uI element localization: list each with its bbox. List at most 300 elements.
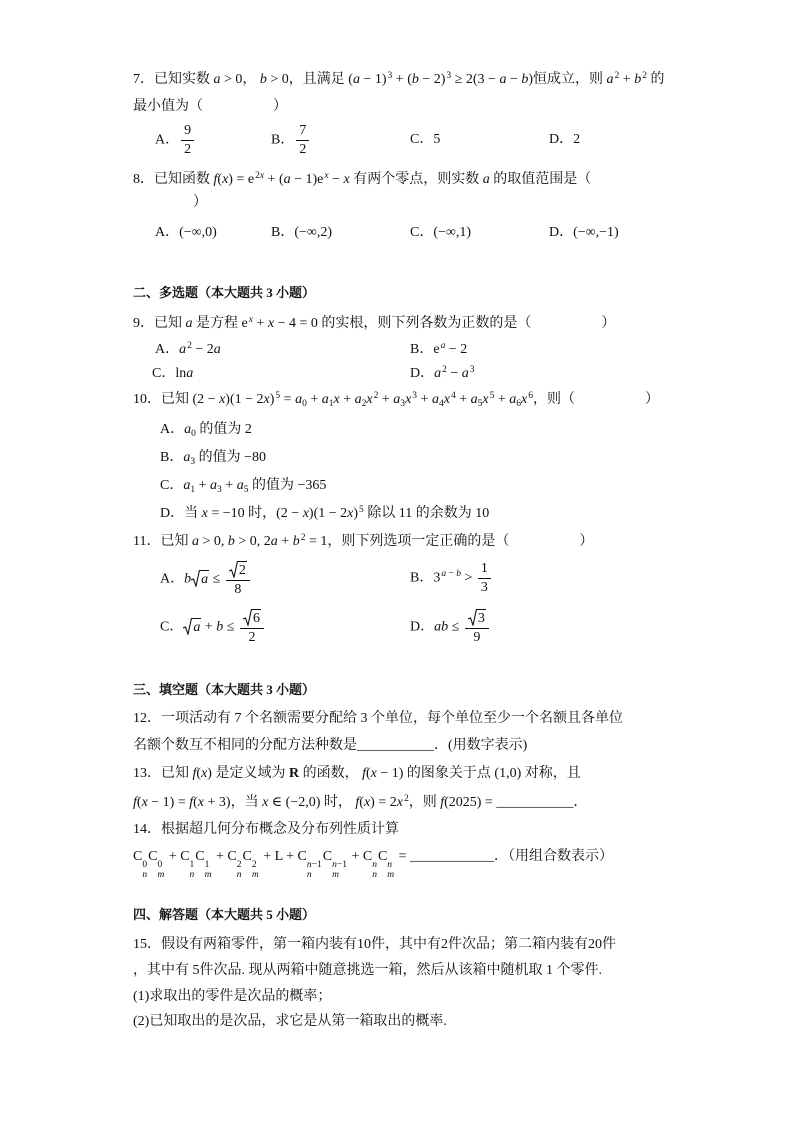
superscript: 2 (403, 793, 409, 804)
subscript: 1 (328, 399, 334, 410)
text-run: ( (196, 766, 202, 781)
text-run: 7 (299, 123, 307, 138)
math-variable: x (267, 316, 275, 331)
text-run: − 4 = 0 的实根，则下列各数为正数的是（ ） (274, 316, 616, 331)
math-variable: a (440, 340, 446, 351)
radicand (477, 609, 486, 626)
math-variable: a (295, 392, 303, 407)
text-run: C (133, 849, 143, 864)
math-variable: a (179, 342, 187, 357)
text-run: 11．已知 (133, 534, 192, 549)
math-variable: a (470, 392, 478, 407)
text-run: + (195, 478, 211, 493)
text-run: D．当 (160, 506, 202, 521)
text-run: 2 (299, 142, 307, 157)
question-7-option-d (549, 123, 580, 157)
text-run: − (446, 569, 457, 580)
text-run: − 2 (445, 342, 468, 357)
math-variable: a (191, 534, 199, 549)
math-variable: x (396, 795, 403, 810)
text-run: C．(−∞,1) (410, 225, 472, 240)
text-run: − (328, 172, 344, 187)
text-run: + L + C (259, 849, 307, 864)
section-heading-free-response: 四、解答题（本大题共 5 小题） (133, 907, 316, 922)
text-run: − (506, 72, 522, 87)
math-variable: b (184, 571, 192, 587)
radicand (200, 570, 209, 587)
text-run: > (461, 570, 476, 586)
math-variable: x (324, 170, 329, 181)
text-run: = (280, 392, 296, 407)
math-variable: b (441, 619, 449, 635)
combination-superscript (372, 860, 377, 870)
fraction (226, 561, 250, 598)
text-run: 14．根据超几何分布概念及分布列性质计算 (133, 822, 399, 837)
question-8-option-d (549, 223, 619, 243)
text-run: D． (410, 619, 435, 635)
text-run: 15．假设有两箱零件，第一箱内装有10件，其中有2件次品；第二箱内装有20件 (133, 937, 616, 952)
text-run: A．(−∞,0) (155, 225, 217, 240)
text-run: = −10 时，(2 − (207, 506, 303, 521)
math-variable: x (262, 795, 269, 810)
math-variable: a (354, 392, 362, 407)
math-variable: n (332, 860, 337, 870)
bold-symbol: R (288, 766, 300, 781)
fraction-denominator (181, 141, 194, 158)
math-variable: f (362, 766, 366, 781)
math-variable: n (372, 870, 377, 880)
math-variable: a (441, 569, 447, 580)
fraction (296, 123, 309, 158)
subscript: 1 (190, 485, 196, 496)
question-10-option-d (160, 504, 489, 525)
math-variable: x (222, 172, 229, 187)
text-run: 有两个零点，则实数 (349, 172, 483, 187)
text-run: 2 (251, 860, 257, 870)
question-10-stem-line-1 (133, 390, 659, 411)
combination-indices (332, 860, 347, 880)
text-run: + (417, 392, 432, 407)
text-run: ≤ (209, 571, 224, 587)
math-variable: b (634, 72, 642, 87)
radical-stroke (468, 610, 477, 626)
math-variable: b (292, 534, 300, 549)
square-root (191, 572, 209, 587)
text-run: = ____________．（用组合数表示） (395, 849, 614, 864)
question-8-stem-line-1 (133, 170, 591, 191)
text-run: 2 (248, 630, 256, 645)
math-variable: a (461, 366, 469, 381)
text-run: −1 (311, 860, 322, 870)
text-run: − 1) (359, 72, 387, 87)
math-variable: a (201, 571, 209, 587)
combination-indices (372, 860, 377, 880)
text-run: (2)已知取出的是次品，求它是从第一箱取出的概率. (133, 1014, 447, 1029)
math-variable: x (363, 795, 371, 810)
combination-subscript (307, 870, 322, 880)
question-8-option-c (410, 223, 471, 243)
text-run: C (377, 849, 388, 864)
square-root (243, 611, 261, 626)
math-variable: x (405, 392, 412, 407)
text-run: 2 (255, 170, 260, 181)
question-10-option-c (160, 476, 326, 497)
math-variable: n (306, 870, 312, 880)
combination-indices (237, 860, 242, 880)
question-9-option-a (155, 340, 221, 361)
subscript: 3 (400, 399, 406, 410)
combination-subscript (387, 870, 394, 880)
text-run: C． (160, 619, 184, 635)
question-13-stem-line-2 (133, 793, 587, 814)
question-9-option-d (410, 364, 475, 385)
combination-superscript (157, 860, 164, 870)
question-10-option-a (160, 420, 252, 441)
subscript: 3 (190, 457, 196, 468)
combination-indices (142, 860, 147, 880)
math-variable: b (456, 569, 461, 580)
text-run: 12．一项活动有 7 个名额需要分配给 3 个单位，每个单位至少一个名额且各单位 (133, 711, 623, 726)
text-run: ) (353, 506, 359, 521)
combination-indices (387, 860, 394, 880)
combination-superscript (252, 860, 259, 870)
math-variable: n (387, 860, 393, 870)
superscript: 4 (450, 390, 456, 401)
math-variable: m (332, 870, 339, 880)
fraction-numerator (478, 561, 491, 579)
text-run: 2 (184, 142, 192, 157)
radical-stroke (229, 562, 238, 578)
text-run: ( (359, 795, 364, 810)
math-variable: f (213, 172, 218, 187)
text-run: (1)求取出的零件是次品的概率； (133, 989, 332, 1004)
superscript (441, 569, 461, 579)
math-variable: a (482, 172, 490, 187)
combination-subscript (157, 870, 164, 880)
text-run: + (201, 619, 217, 635)
text-run: 除以 11 的余数为 10 (363, 506, 490, 521)
text-run: B．(−∞,2) (271, 225, 333, 240)
combination-indices (252, 860, 259, 880)
text-run: + (252, 316, 268, 331)
fraction-denominator (470, 629, 483, 646)
question-11-option-a (160, 561, 252, 598)
combination-subscript (190, 870, 195, 880)
math-variable: a (509, 392, 517, 407)
text-run: 是方程 e (192, 316, 248, 331)
text-run: + (277, 534, 293, 549)
fraction-denominator (231, 581, 244, 598)
text-run: 最小值为（ ） (133, 99, 287, 114)
text-run: 10．已知 (2 − (133, 392, 220, 407)
math-variable: x (521, 392, 528, 407)
superscript: 2 (442, 364, 447, 375)
math-variable: n (142, 870, 148, 880)
question-10-option-b (160, 448, 266, 469)
math-variable: n (189, 870, 195, 880)
math-variable: m (387, 870, 395, 880)
text-run: 9 (473, 630, 481, 645)
question-7-stem-line-1 (133, 70, 664, 91)
question-15-stem-line-1 (133, 935, 616, 955)
text-run: ，则（ ） (533, 392, 660, 407)
math-variable: b (411, 72, 419, 87)
text-run: 名额个数互不相同的分配方法种数是___________．(用数字表示) (133, 738, 528, 753)
fraction-numerator (465, 609, 489, 629)
text-run: ≤ (223, 619, 238, 635)
fraction-numerator (240, 609, 264, 629)
math-variable: a (184, 422, 192, 437)
question-8-option-a (155, 223, 217, 243)
superscript (324, 171, 328, 181)
text-run: )恒成立，则 (528, 72, 607, 87)
subscript: 0 (302, 399, 307, 410)
text-run: C． (160, 478, 184, 493)
subscript: 3 (217, 485, 222, 496)
question-7-stem-line-2 (133, 97, 287, 117)
combination-subscript (205, 870, 212, 880)
text-run: 1 (480, 561, 488, 576)
section-heading-multiple-choice: 二、多选题（本大题共 3 小题） (133, 285, 316, 300)
text-run: + (619, 72, 635, 87)
math-variable: a (270, 534, 278, 549)
text-run: A． (155, 132, 180, 148)
text-run: > 0，且满足 ( (266, 72, 353, 87)
math-variable: a (213, 72, 221, 87)
text-run: + (306, 392, 322, 407)
superscript: 3 (412, 390, 418, 401)
superscript: 2 (187, 340, 192, 351)
superscript: 3 (446, 70, 452, 81)
math-variable: n (306, 860, 312, 870)
question-9-option-c (152, 364, 193, 384)
text-run: ) = e (228, 172, 255, 187)
math-variable: x (443, 392, 450, 407)
text-run: − 2) (418, 72, 446, 87)
math-variable: x (201, 506, 208, 521)
text-run: (2025) = ___________． (444, 795, 588, 810)
text-run: 7．已知实数 (133, 72, 214, 87)
text-run: 2 (238, 563, 246, 578)
radicand (238, 561, 247, 578)
math-variable: a (321, 392, 329, 407)
superscript: 5 (275, 390, 281, 401)
text-run: + C (212, 849, 237, 864)
text-run: − 2 (191, 342, 214, 357)
math-variable: a (186, 366, 194, 381)
question-13-stem-line-1 (133, 764, 581, 784)
combination-subscript (372, 870, 377, 880)
math-variable: a (606, 72, 614, 87)
text-run: 9 (184, 123, 192, 138)
text-run: C (195, 849, 205, 864)
math-variable: x (141, 795, 148, 810)
math-variable: a (183, 478, 191, 493)
combination-subscript (237, 870, 242, 880)
square-root (229, 563, 247, 578)
text-run: + 3)，当 (204, 795, 263, 810)
section-heading-fill-in-blank: 三、填空题（本大题共 3 小题） (133, 682, 316, 697)
text-run: 3 (477, 611, 485, 626)
text-run: B．e (410, 342, 440, 357)
radical-sign (183, 618, 192, 635)
math-variable: x (347, 506, 354, 521)
math-variable: n (372, 860, 377, 870)
superscript: 5 (359, 504, 364, 515)
text-run: 9．已知 (133, 316, 186, 331)
question-9-option-b (410, 340, 467, 361)
combination-superscript (142, 860, 147, 870)
math-variable: b (216, 619, 224, 635)
radical-sign (229, 561, 238, 578)
text-run: + (455, 392, 471, 407)
math-variable: b (227, 534, 235, 549)
math-variable: f (189, 795, 194, 810)
radical-sign (243, 609, 252, 626)
text-run: 的值为 −365 (248, 478, 327, 493)
text-run: 0 (142, 860, 148, 870)
math-variable: x (263, 392, 270, 407)
combination-superscript (205, 860, 212, 870)
subscript: 4 (438, 399, 444, 410)
math-variable: x (201, 766, 208, 781)
superscript (249, 315, 253, 325)
superscript: 2 (300, 532, 306, 543)
math-variable: x (343, 172, 350, 187)
text-run: + ( (264, 172, 284, 187)
text-run: −1 (336, 860, 347, 870)
text-run: C．5 (410, 132, 441, 147)
text-run: 13．已知 (133, 766, 193, 781)
text-run: ) 是定义域为 (207, 766, 289, 781)
text-run: A． (160, 571, 185, 587)
text-run: + C (165, 849, 190, 864)
math-variable: a (431, 392, 439, 407)
fraction-numerator (296, 123, 309, 141)
text-run: D．2 (549, 132, 581, 147)
superscript: 2 (614, 70, 620, 81)
text-run: ) (269, 392, 275, 407)
fraction-denominator (245, 629, 258, 646)
radical-sign (468, 609, 477, 626)
text-run: ( (365, 766, 371, 781)
question-14-stem-line-2 (133, 847, 613, 880)
math-variable: x (219, 392, 226, 407)
text-run: B．3 (410, 570, 441, 586)
text-run: ( (136, 795, 142, 810)
text-run: ≤ (448, 619, 463, 635)
combination-subscript (142, 870, 147, 880)
math-variable: a (210, 478, 218, 493)
superscript: 2 (642, 70, 647, 81)
text-run: D．(−∞,−1) (549, 225, 619, 240)
combination-subscript (332, 870, 347, 880)
math-variable: m (157, 870, 165, 880)
fraction-numerator (181, 123, 194, 141)
combination-subscript (252, 870, 259, 880)
math-variable: x (302, 506, 309, 521)
question-7-option-b (271, 123, 311, 158)
math-variable: a (183, 450, 191, 465)
superscript: 6 (528, 390, 534, 401)
question-14-stem-line-1 (133, 820, 399, 840)
text-run: C．ln (152, 366, 187, 381)
superscript: 2 (373, 390, 379, 401)
math-variable: x (259, 170, 265, 181)
combination-superscript (237, 860, 242, 870)
subscript: 2 (361, 399, 367, 410)
math-variable: a (283, 172, 291, 187)
question-12-stem-line-1 (133, 709, 623, 729)
text-run: > 0, 2 (234, 534, 271, 549)
text-run: D． (410, 366, 435, 381)
question-11-option-d (410, 609, 491, 646)
text-run: − 1) = (147, 795, 190, 810)
math-variable: a (393, 392, 401, 407)
text-run: 的函数， (299, 766, 363, 781)
question-15-part-2 (133, 1012, 447, 1032)
text-run: ( (217, 172, 223, 187)
text-run: A． (155, 342, 180, 357)
fraction (181, 123, 194, 158)
fraction (240, 609, 264, 646)
text-run: ) = 2 (370, 795, 397, 810)
math-variable: a (434, 366, 442, 381)
math-variable: x (370, 766, 377, 781)
square-root (183, 620, 201, 635)
text-run: ≥ 2(3 − (451, 72, 500, 87)
text-run: )(1 − 2 (225, 392, 264, 407)
text-run: 1 (204, 860, 210, 870)
radical-sign (191, 570, 200, 587)
superscript: 3 (469, 364, 475, 375)
math-variable: f (440, 795, 445, 810)
question-15-part-1 (133, 987, 331, 1007)
text-run: 的取值范围是（ (489, 172, 592, 187)
text-run: = 1，则下列选项一定正确的是（ ） (305, 534, 594, 549)
question-9-stem-line-1 (133, 314, 615, 335)
radicand (252, 609, 261, 626)
fraction-denominator (296, 141, 309, 158)
text-run: C (242, 849, 252, 864)
math-variable: a (434, 619, 442, 635)
text-run: 3 (480, 580, 488, 595)
math-variable: f (133, 795, 137, 810)
text-run: ） (193, 195, 207, 210)
text-run: ，则 (408, 795, 441, 810)
text-run: 0 (157, 860, 163, 870)
question-8-stem-line-2 (193, 193, 207, 213)
text-run: + (378, 392, 394, 407)
question-11-stem-line-1 (133, 532, 593, 553)
math-variable: a (213, 342, 221, 357)
superscript (255, 171, 264, 181)
text-run: > 0, (198, 534, 228, 549)
fraction (478, 561, 491, 596)
combination-superscript (190, 860, 195, 870)
text-run: > 0， (220, 72, 260, 87)
math-variable: x (333, 392, 340, 407)
text-run: − (446, 366, 462, 381)
fraction (465, 609, 489, 646)
fraction-numerator (226, 561, 250, 581)
math-variable: a (185, 316, 193, 331)
fraction-denominator (478, 579, 491, 596)
text-run: C (148, 849, 158, 864)
subscript: 5 (243, 485, 249, 496)
math-variable: a (193, 619, 201, 635)
text-run: + ( (392, 72, 412, 87)
